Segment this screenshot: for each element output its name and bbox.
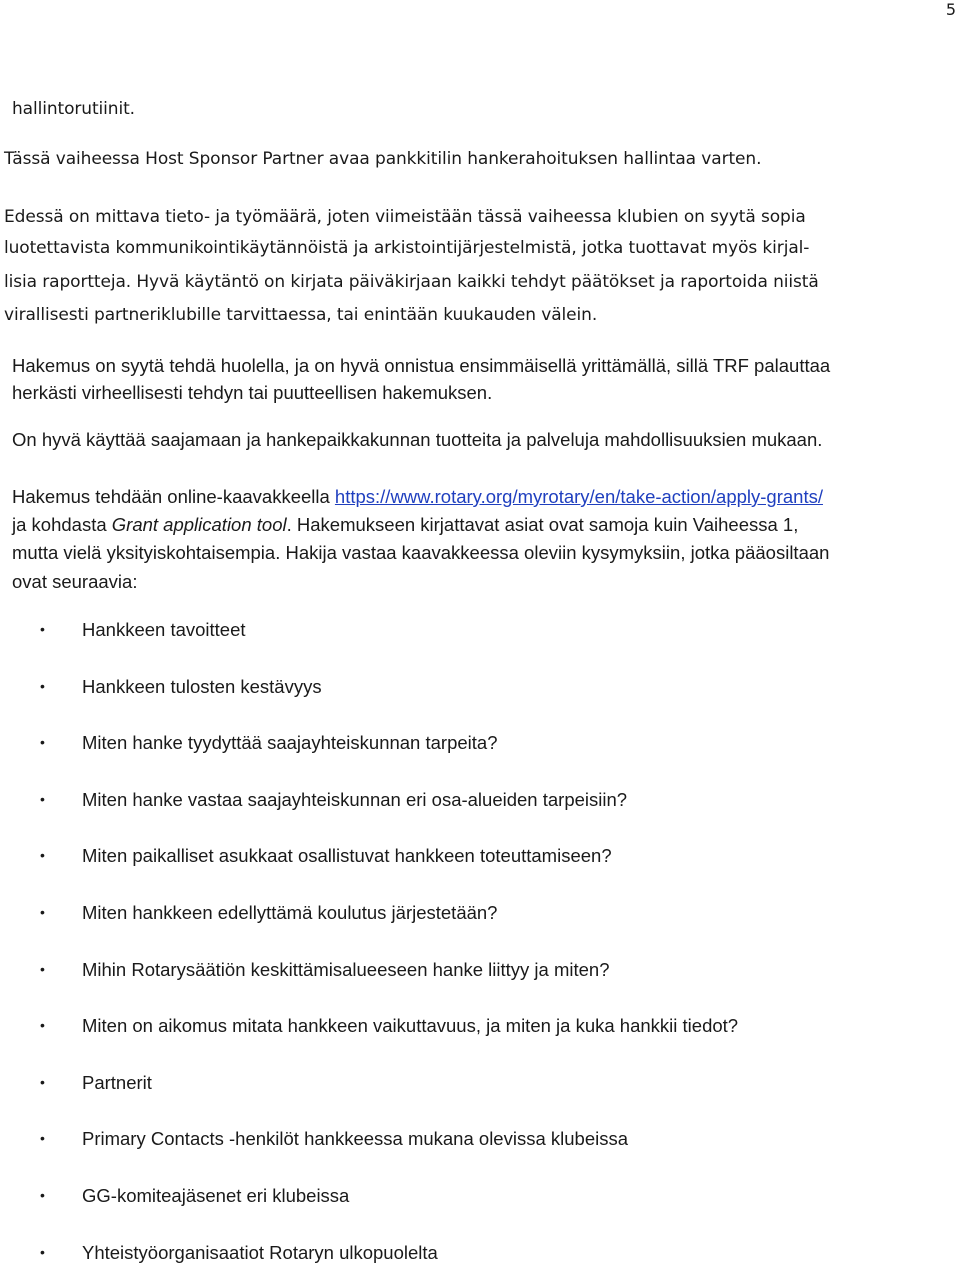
list-item-label: Hankkeen tulosten kestävyys	[82, 676, 322, 697]
list-item	[40, 1183, 349, 1208]
list-item-label: Miten hankkeen edellyttämä koulutus järjestetään?	[82, 902, 498, 923]
text-line: luotettavista kommunikointikäytännöistä ja arkistointijärjestelmistä, jotka tuottavat myös kirjal-	[4, 238, 810, 258]
list-item-label: Primary Contacts -henkilöt hankkeessa mukana olevissa klubeissa	[82, 1128, 629, 1149]
list-item	[40, 900, 497, 925]
bullet-icon: •	[40, 734, 45, 750]
bullet-icon: •	[40, 678, 45, 694]
text-line: On hyvä käyttää saajamaan ja hankepaikkakunnan tuotteita ja palveluja mahdollisuuksien mukaan.	[12, 429, 823, 450]
bullet-icon: •	[40, 904, 45, 920]
list-item	[40, 957, 610, 982]
text-fragment: ja kohdasta	[12, 514, 112, 535]
text-line: hallintorutiinit.	[12, 99, 135, 119]
list-item	[40, 1070, 152, 1095]
list-item-label: Partnerit	[82, 1072, 152, 1093]
apply-grants-link[interactable]: https://www.rotary.org/myrotary/en/take-action/apply-grants/	[334, 486, 823, 507]
text-line: Edessä on mittava tieto- ja työmäärä, joten viimeistään tässä vaiheessa klubien on syytä sopia	[4, 207, 806, 227]
bullet-icon: •	[40, 621, 45, 637]
list-item-label: Miten on aikomus mitata hankkeen vaikuttavuus, ja miten ja kuka hankkii tiedot?	[82, 1015, 739, 1036]
bullet-icon: •	[40, 1017, 45, 1033]
list-item-label: Miten paikalliset asukkaat osallistuvat hankkeen toteuttamiseen?	[82, 845, 612, 866]
list-item	[40, 617, 246, 642]
bullet-icon: •	[40, 1187, 45, 1203]
text-line: Hakemus on syytä tehdä huolella, ja on hyvä onnistua ensimmäisellä yrittämällä, sillä TRF palauttaa	[12, 355, 831, 376]
grant-application-tool-label: Grant application tool	[111, 514, 287, 535]
list-item	[40, 730, 497, 755]
text-line	[12, 513, 798, 537]
text-line	[12, 485, 823, 509]
text-line: virallisesti partneriklubille tarvittaessa, tai enintään kuukauden välein.	[4, 305, 598, 325]
list-item	[40, 1240, 438, 1265]
text-line: mutta vielä yksityiskohtaisempia. Hakija vastaa kaavakkeessa oleviin kysymyksiin, jotka pääosiltaan	[12, 542, 830, 563]
list-item-label: Miten hanke vastaa saajayhteiskunnan eri osa-alueiden tarpeisiin?	[82, 789, 628, 810]
bullet-icon: •	[40, 961, 45, 977]
text-line: Tässä vaiheessa Host Sponsor Partner avaa pankkitilin hankerahoituksen hallintaa varten.	[4, 149, 762, 169]
list-item	[40, 1013, 738, 1038]
list-item-label: Hankkeen tavoitteet	[82, 619, 246, 640]
list-item-label: Yhteistyöorganisaatiot Rotaryn ulkopuolelta	[82, 1242, 438, 1263]
list-item	[40, 1126, 628, 1151]
bullet-icon: •	[40, 1244, 45, 1260]
list-item	[40, 843, 612, 868]
text-line: lisia raportteja. Hyvä käytäntö on kirjata päiväkirjaan kaikki tehdyt päätökset ja raportoida niistä	[4, 272, 819, 292]
bullet-icon: •	[40, 847, 45, 863]
list-item	[40, 674, 322, 699]
list-item-label: Mihin Rotarysäätiön keskittämisalueeseen hanke liittyy ja miten?	[82, 959, 610, 980]
list-item	[40, 787, 627, 812]
text-fragment: Hakemus tehdään online-kaavakkeella	[12, 486, 335, 507]
text-fragment: . Hakemukseen kirjattavat asiat ovat samoja kuin Vaiheessa 1,	[286, 514, 799, 535]
bullet-icon: •	[40, 1130, 45, 1146]
text-line: herkästi virheellisesti tehdyn tai puutteellisen hakemuksen.	[12, 382, 493, 403]
text-line: ovat seuraavia:	[12, 571, 138, 592]
bullet-icon: •	[40, 1074, 45, 1090]
list-item-label: Miten hanke tyydyttää saajayhteiskunnan tarpeita?	[82, 732, 498, 753]
list-item-label: GG-komiteajäsenet eri klubeissa	[82, 1185, 350, 1206]
bullet-icon: •	[40, 791, 45, 807]
page-number: 5	[945, 0, 956, 19]
